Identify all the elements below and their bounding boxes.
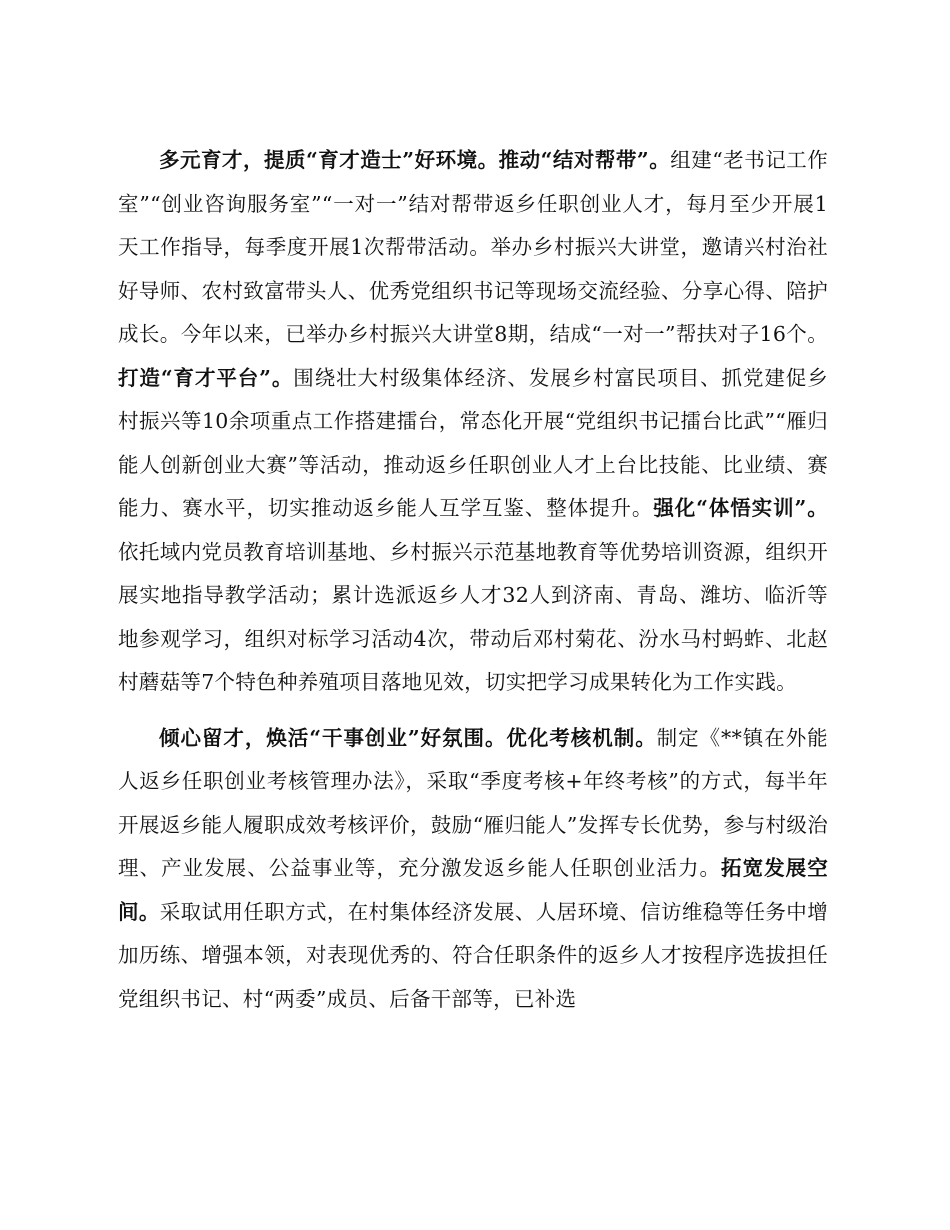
subheading-platform: 打造“育才平台”。 — [118, 365, 294, 390]
paragraph-talent-retention — [118, 717, 828, 1022]
section-heading-talent-retention: 倾心留才，焕活“干事创业”好氛围。优化考核机制。 — [159, 725, 657, 750]
paragraph-text: 组建“老书记工作室”“创业咨询服务室”“一对一”结对帮带返乡任职创业人才，每月至少开展1天工作指导，每季度开展1次帮带活动。举办乡村振兴大讲堂，邀请兴村治社好导师、农村致富带头人、优秀党组织书记等现场交流经验、分享心得、陪护成长。今年以来，已举办乡村振兴大讲堂8期，结成“一对一”帮扶对子16个。 — [118, 148, 828, 346]
paragraph-text: 依托域内党员教育培训基地、乡村振兴示范基地教育等优势培训资源，组织开展实地指导教学活动；累计选派返乡人才32人到济南、青岛、潍坊、临沂等地参观学习，组织对标学习活动4次，带动后邓村菊花、汾水马村蚂蚱、北赵村蘑菇等7个特色种养殖项目落地见效，切实把学习成果转化为工作实践。 — [118, 539, 828, 694]
section-heading-talent-cultivation: 多元育才，提质“育才造士”好环境。推动“结对帮带”。 — [159, 148, 671, 172]
document-page — [118, 139, 828, 1021]
paragraph-talent-cultivation — [118, 139, 828, 705]
subheading-training: 强化“体悟实训”。 — [653, 496, 828, 520]
paragraph-text: 采取试用任职方式，在村集体经济发展、人居环境、信访维稳等任务中增加历练、增强本领，对表现优秀的、符合任职条件的返乡人才按程序选拔担任党组织书记、村“两委”成员、后备干部等，已补选 — [118, 899, 828, 1011]
paragraph-text: 围绕壮大村级集体经济、发展乡村富民项目、抓党建促乡村振兴等10余项重点工作搭建擂台，常态化开展“党组织书记擂台比武”“雁归能人创新创业大赛”等活动，推动返乡任职创业人才上台比技能、比业绩、赛能力、赛水平，切实推动返乡能人互学互鉴、整体提升。 — [118, 365, 828, 520]
paragraph-text: 制定《**镇在外能人返乡任职创业考核管理办法》，采取“季度考核+年终考核”的方式，每半年开展返乡能人履职成效考核评价，鼓励“雁归能人”发挥专长优势，参与村级治理、产业发展、公益事业等，充分激发返乡能人任职创业活力。 — [118, 725, 828, 880]
subheading-development-space: 拓宽发展空间。 — [118, 856, 828, 924]
